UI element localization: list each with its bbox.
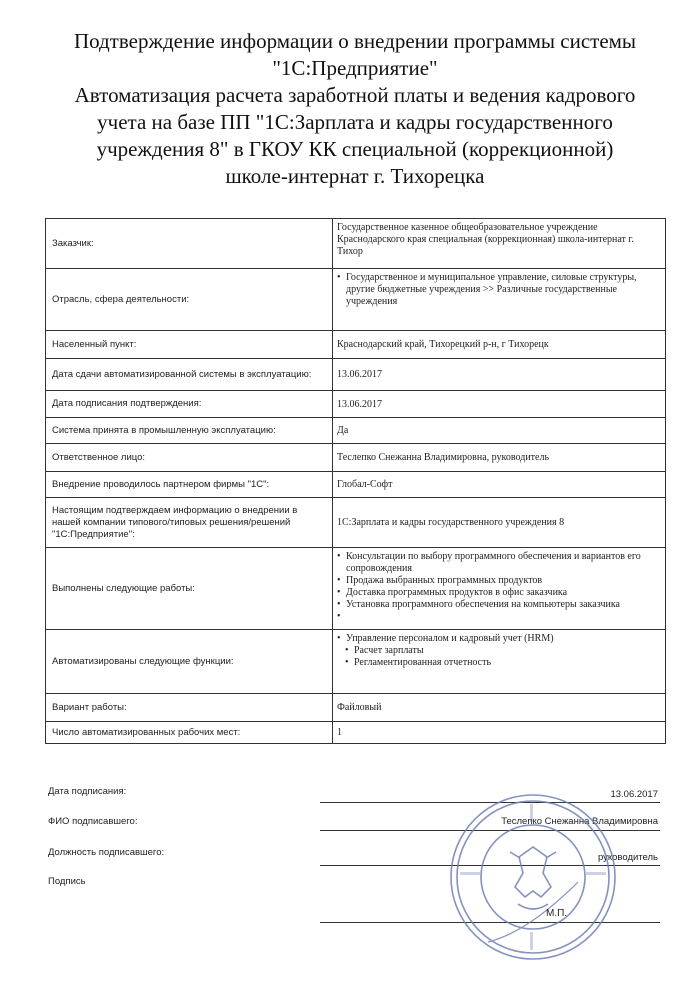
row-label: Число автоматизированных рабочих мест: <box>46 722 333 744</box>
table-row <box>46 444 666 472</box>
row-value <box>333 548 666 630</box>
document-title <box>40 28 670 190</box>
row-label: Отрасль, сфера деятельности: <box>46 269 333 331</box>
row-label: Дата подписания подтверждения: <box>46 391 333 418</box>
table-row <box>46 548 666 630</box>
signer-position-value: руководитель <box>597 852 658 863</box>
row-value: Государственное казенное общеобразовательное учреждение Краснодарского края специальная (коррекционная) школа-интернат г. Тихор <box>333 219 666 269</box>
row-value <box>333 269 666 331</box>
row-label: Ответственное лицо: <box>46 444 333 472</box>
row-value: Файловый <box>333 694 666 722</box>
table-row <box>46 331 666 359</box>
title-line: школе-интернат г. Тихорецка <box>225 164 485 188</box>
table-row <box>46 694 666 722</box>
list-item: • Расчет зарплаты <box>337 645 661 657</box>
signing-date-value: 13.06.2017 <box>610 789 658 800</box>
signing-date-label: Дата подписания: <box>48 786 127 797</box>
official-seal-icon <box>448 792 618 962</box>
signer-name-label: ФИО подписавшего: <box>48 816 138 827</box>
signer-position-label: Должность подписавшего: <box>48 847 165 858</box>
row-value: Теслепко Снежанна Владимировна, руководитель <box>333 444 666 472</box>
row-value: 13.06.2017 <box>333 359 666 391</box>
list-item: • Продажа выбранных программных продуктов <box>337 575 661 587</box>
row-label: Система принята в промышленную эксплуатацию: <box>46 418 333 444</box>
stamp-place-label: М.П. <box>546 908 568 919</box>
row-value <box>333 630 666 694</box>
row-label: Выполнены следующие работы: <box>46 548 333 630</box>
list-item: • Управление персоналом и кадровый учет (HRM) <box>337 633 661 645</box>
row-label: Заказчик: <box>46 219 333 269</box>
table-row <box>46 498 666 548</box>
signer-name-value: Теслепко Снежанна Владимировна <box>501 816 658 827</box>
row-label: Автоматизированы следующие функции: <box>46 630 333 694</box>
title-line: Подтверждение информации о внедрении программы системы <box>73 29 637 53</box>
row-label: Внедрение проводилось партнером фирмы "1С": <box>46 472 333 498</box>
table-row <box>46 472 666 498</box>
list-item: • Установка программного обеспечения на компьютеры заказчика <box>337 599 661 611</box>
table-row <box>46 722 666 744</box>
signature-label: Подпись <box>48 876 86 887</box>
row-value: Краснодарский край, Тихорецкий р-н, г Тихорецк <box>333 331 666 359</box>
title-line: учреждения 8" в ГКОУ КК специальной (коррекционной) <box>96 137 614 161</box>
table-row <box>46 391 666 418</box>
list-item: • Доставка программных продуктов в офис заказчика <box>337 587 661 599</box>
list-item: • Государственное и муниципальное управление, силовые структуры, другие бюджетные учреждения >> Различные государственные учреждения <box>337 272 661 308</box>
row-value: Да <box>333 418 666 444</box>
row-label: Населенный пункт: <box>46 331 333 359</box>
row-label: Дата сдачи автоматизированной системы в эксплуатацию: <box>46 359 333 391</box>
row-value: Глобал-Софт <box>333 472 666 498</box>
info-table <box>45 218 666 744</box>
row-label: Вариант работы: <box>46 694 333 722</box>
table-row <box>46 359 666 391</box>
table-row <box>46 630 666 694</box>
title-line: "1С:Предприятие" <box>272 56 438 80</box>
row-label: Настоящим подтверждаем информацию о внедрении в нашей компании типового/типовых решения/решений "1С:Предприятие": <box>46 498 333 548</box>
list-item: • Регламентированная отчетность <box>337 657 661 669</box>
title-line: Автоматизация расчета заработной платы и ведения кадрового <box>74 83 636 107</box>
row-value: 13.06.2017 <box>333 391 666 418</box>
table-row <box>46 418 666 444</box>
row-value: 1 <box>333 722 666 744</box>
table-row <box>46 219 666 269</box>
title-line: учета на базе ПП "1С:Зарплата и кадры государственного <box>97 110 613 134</box>
list-item: • Консультации по выбору программного обеспечения и вариантов его сопровождения <box>337 551 661 575</box>
table-row <box>46 269 666 331</box>
row-value: 1С:Зарплата и кадры государственного учреждения 8 <box>333 498 666 548</box>
